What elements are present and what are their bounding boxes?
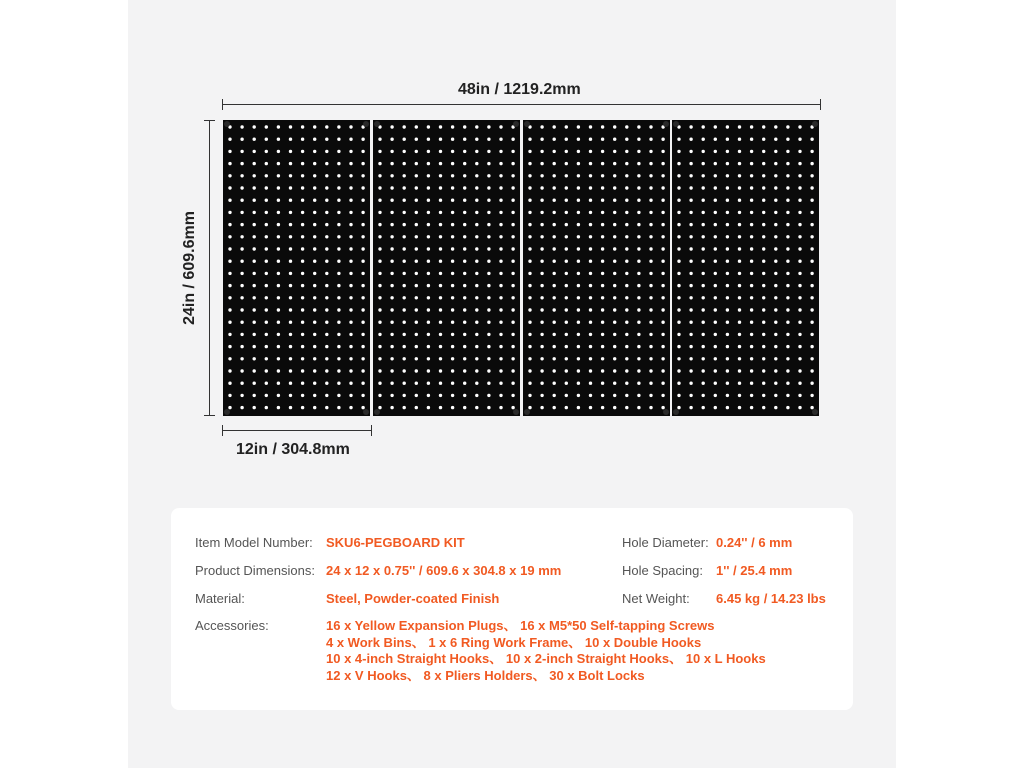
hole-spacing-value: 1'' / 25.4 mm bbox=[716, 563, 793, 578]
net-weight-value: 6.45 kg / 14.23 lbs bbox=[716, 591, 826, 606]
pegboard-panel-2 bbox=[373, 120, 520, 416]
specs-card bbox=[171, 508, 853, 710]
accessories-line-1: 16 x Yellow Expansion Plugs、 16 x M5*50 Self-tapping Screws bbox=[326, 618, 715, 633]
pegboard-panel-1 bbox=[223, 120, 370, 416]
pegboard-panel-4 bbox=[672, 120, 819, 416]
accessories-line-4: 12 x V Hooks、 8 x Pliers Holders、 30 x Bolt Locks bbox=[326, 667, 645, 683]
material-value: Steel, Powder-coated Finish bbox=[326, 591, 500, 606]
height-dimension-label: 24in / 609.6mm bbox=[181, 211, 198, 325]
height-dimension-tick-bottom bbox=[204, 415, 215, 416]
model-number-label: Item Model Number: bbox=[195, 535, 313, 550]
hole-diameter-value: 0.24'' / 6 mm bbox=[716, 535, 793, 550]
panel-width-tick-right bbox=[371, 425, 372, 436]
accessories-label: Accessories: bbox=[195, 618, 269, 633]
net-weight-label: Net Weight: bbox=[622, 591, 690, 606]
hole-spacing-label: Hole Spacing: bbox=[622, 563, 703, 578]
accessories-line-3: 10 x 4-inch Straight Hooks、 10 x 2-inch Straight Hooks、 10 x L Hooks bbox=[326, 651, 766, 666]
product-dimensions-label: Product Dimensions: bbox=[195, 563, 315, 578]
hole-diameter-label: Hole Diameter: bbox=[622, 535, 709, 550]
material-label: Material: bbox=[195, 591, 245, 606]
accessories-value bbox=[326, 618, 766, 684]
pegboard-panel-3 bbox=[523, 120, 670, 416]
model-number-value: SKU6-PEGBOARD KIT bbox=[326, 535, 465, 550]
accessories-line-2: 4 x Work Bins、 1 x 6 Ring Work Frame、 10 x Double Hooks bbox=[326, 634, 702, 650]
product-dimensions-value: 24 x 12 x 0.75'' / 609.6 x 304.8 x 19 mm bbox=[326, 563, 562, 578]
width-dimension-line bbox=[222, 104, 820, 105]
panel-width-dimension-line bbox=[222, 430, 372, 431]
width-dimension-label: 48in / 1219.2mm bbox=[458, 81, 581, 98]
height-dimension-tick-top bbox=[204, 120, 215, 121]
width-dimension-tick-left bbox=[222, 99, 223, 110]
panel-width-tick-left bbox=[222, 425, 223, 436]
height-dimension-line bbox=[209, 120, 210, 416]
width-dimension-tick-right bbox=[820, 99, 821, 110]
panel-width-dimension-label: 12in / 304.8mm bbox=[236, 441, 350, 458]
